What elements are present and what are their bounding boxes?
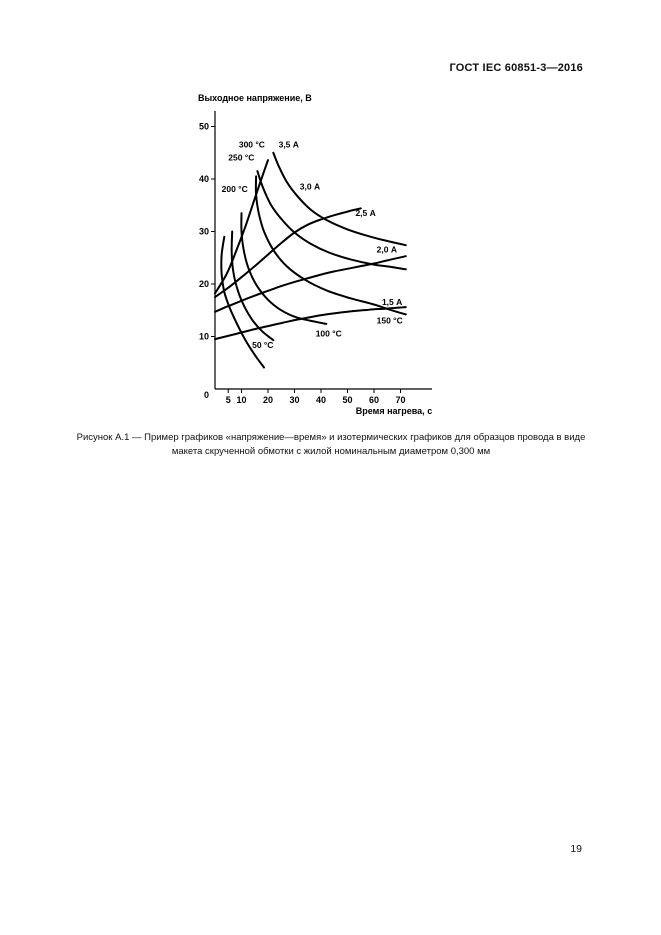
current-curve (257, 171, 405, 269)
series-label: 100 °С (315, 328, 342, 339)
series-label: 2,5 А (355, 207, 376, 218)
y-tick-label: 30 (198, 226, 209, 237)
x-tick-label: 30 (289, 395, 300, 405)
y-tick-label: 20 (198, 279, 209, 289)
series-label: 150 °С (376, 315, 403, 326)
series-label: 3,5 А (278, 139, 299, 150)
y-tick-label: 40 (198, 174, 209, 184)
y-tick-label: 10 (198, 331, 209, 342)
x-tick-label: 20 (262, 395, 274, 405)
series-label: 200 °С (221, 184, 248, 195)
y-tick-label: 50 (198, 121, 209, 132)
x-tick-label: 5 (225, 395, 231, 405)
caption-line-1: Рисунок А.1 — Пример графиков «напряжение—время» и изотермических графиков для образцов провода в виде (76, 432, 586, 443)
series-label: 300 °С (238, 139, 265, 150)
caption-line-2: макета скрученной обмотки с жилой номинальным диаметром 0,300 мм (171, 446, 491, 457)
x-tick-label: 70 (395, 395, 406, 405)
figure-caption (20, 431, 642, 459)
document-standard-header: ГОСТ IEC 60851-3—2016 (449, 62, 583, 74)
x-tick-label: 60 (368, 395, 380, 405)
series-label: 1,5 А (381, 297, 403, 307)
y-axis-label: Выходное напряжение, В (198, 93, 312, 103)
x-tick-label: 40 (315, 395, 327, 405)
series-label: 3,0 А (299, 181, 321, 192)
series-label: 250 °С (228, 152, 255, 163)
x-axis-label: Время нагрева, с (355, 406, 433, 416)
series-label: 50 °С (252, 340, 274, 351)
x-tick-label: 50 (342, 395, 353, 405)
origin-tick-label: 0 (203, 390, 209, 400)
x-tick-label: 10 (236, 395, 247, 405)
series-label: 2,0 А (376, 244, 397, 255)
isotherm-curve (241, 213, 326, 324)
page-number: 19 (570, 843, 582, 855)
